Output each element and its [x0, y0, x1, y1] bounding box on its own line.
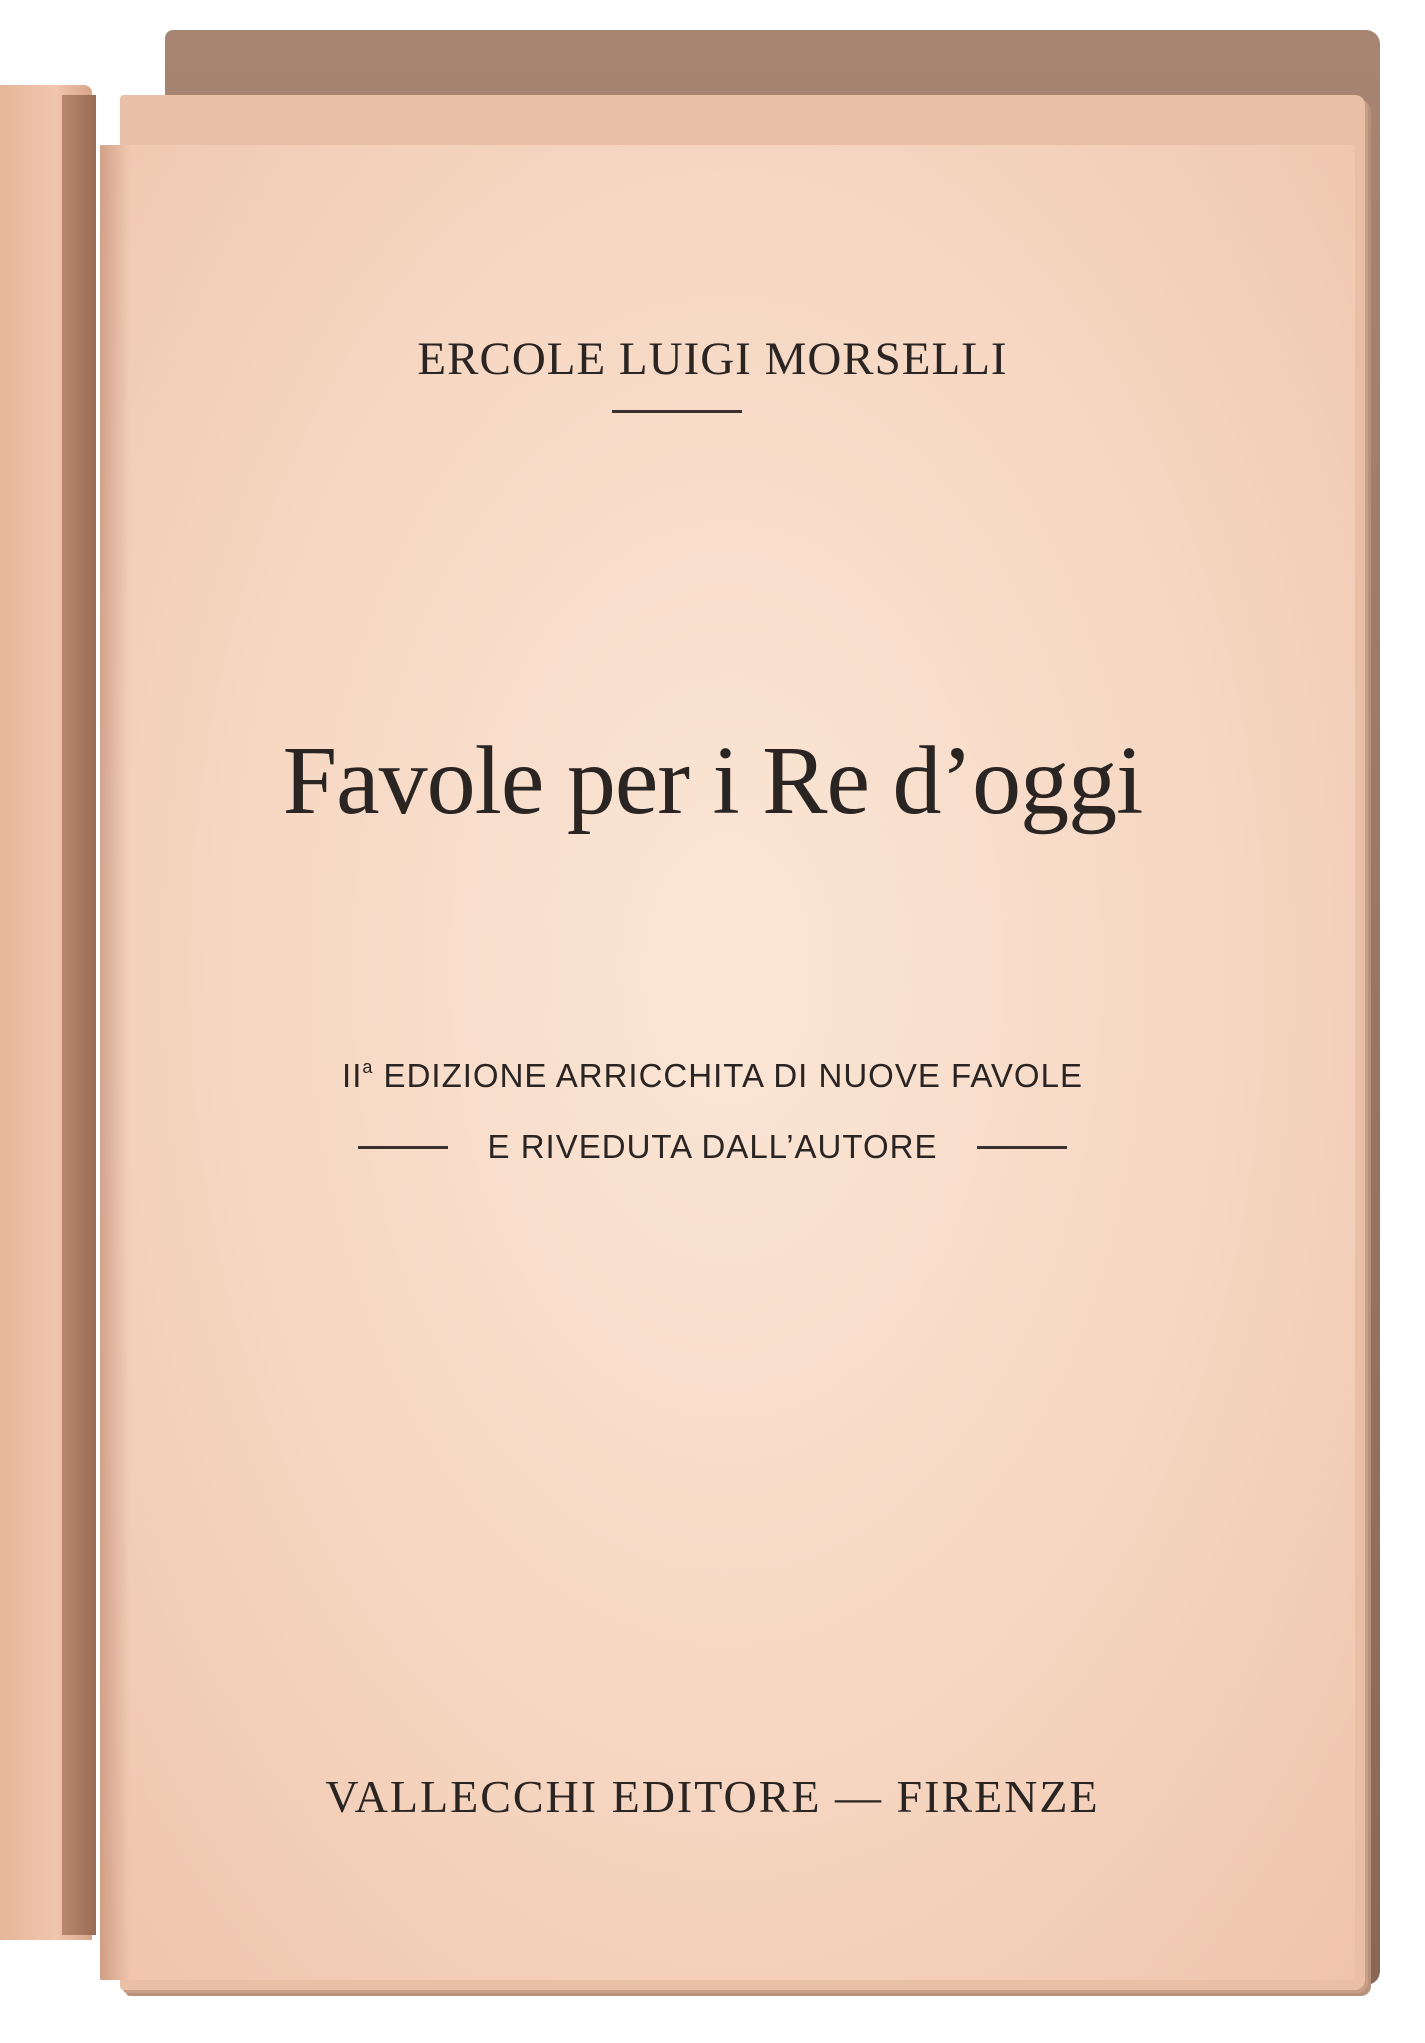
revised-line — [0, 1128, 1425, 1166]
author-name: ERCOLE LUIGI MORSELLI — [417, 333, 1008, 385]
right-dash-rule — [977, 1146, 1067, 1149]
edition-superscript: a — [362, 1057, 374, 1077]
book-title: Favole per i Re d’oggi — [282, 727, 1143, 835]
author-rule — [612, 410, 742, 413]
edition-line — [0, 1057, 1425, 1095]
edition-text: EDIZIONE ARRICCHITA DI NUOVE FAVOLE — [373, 1057, 1083, 1094]
edition-prefix: II — [342, 1057, 363, 1094]
left-dash-rule — [358, 1146, 448, 1149]
publisher-imprint: VALLECCHI EDITORE — FIRENZE — [325, 1771, 1100, 1822]
revised-text: E RIVEDUTA DALL’AUTORE — [487, 1128, 938, 1165]
